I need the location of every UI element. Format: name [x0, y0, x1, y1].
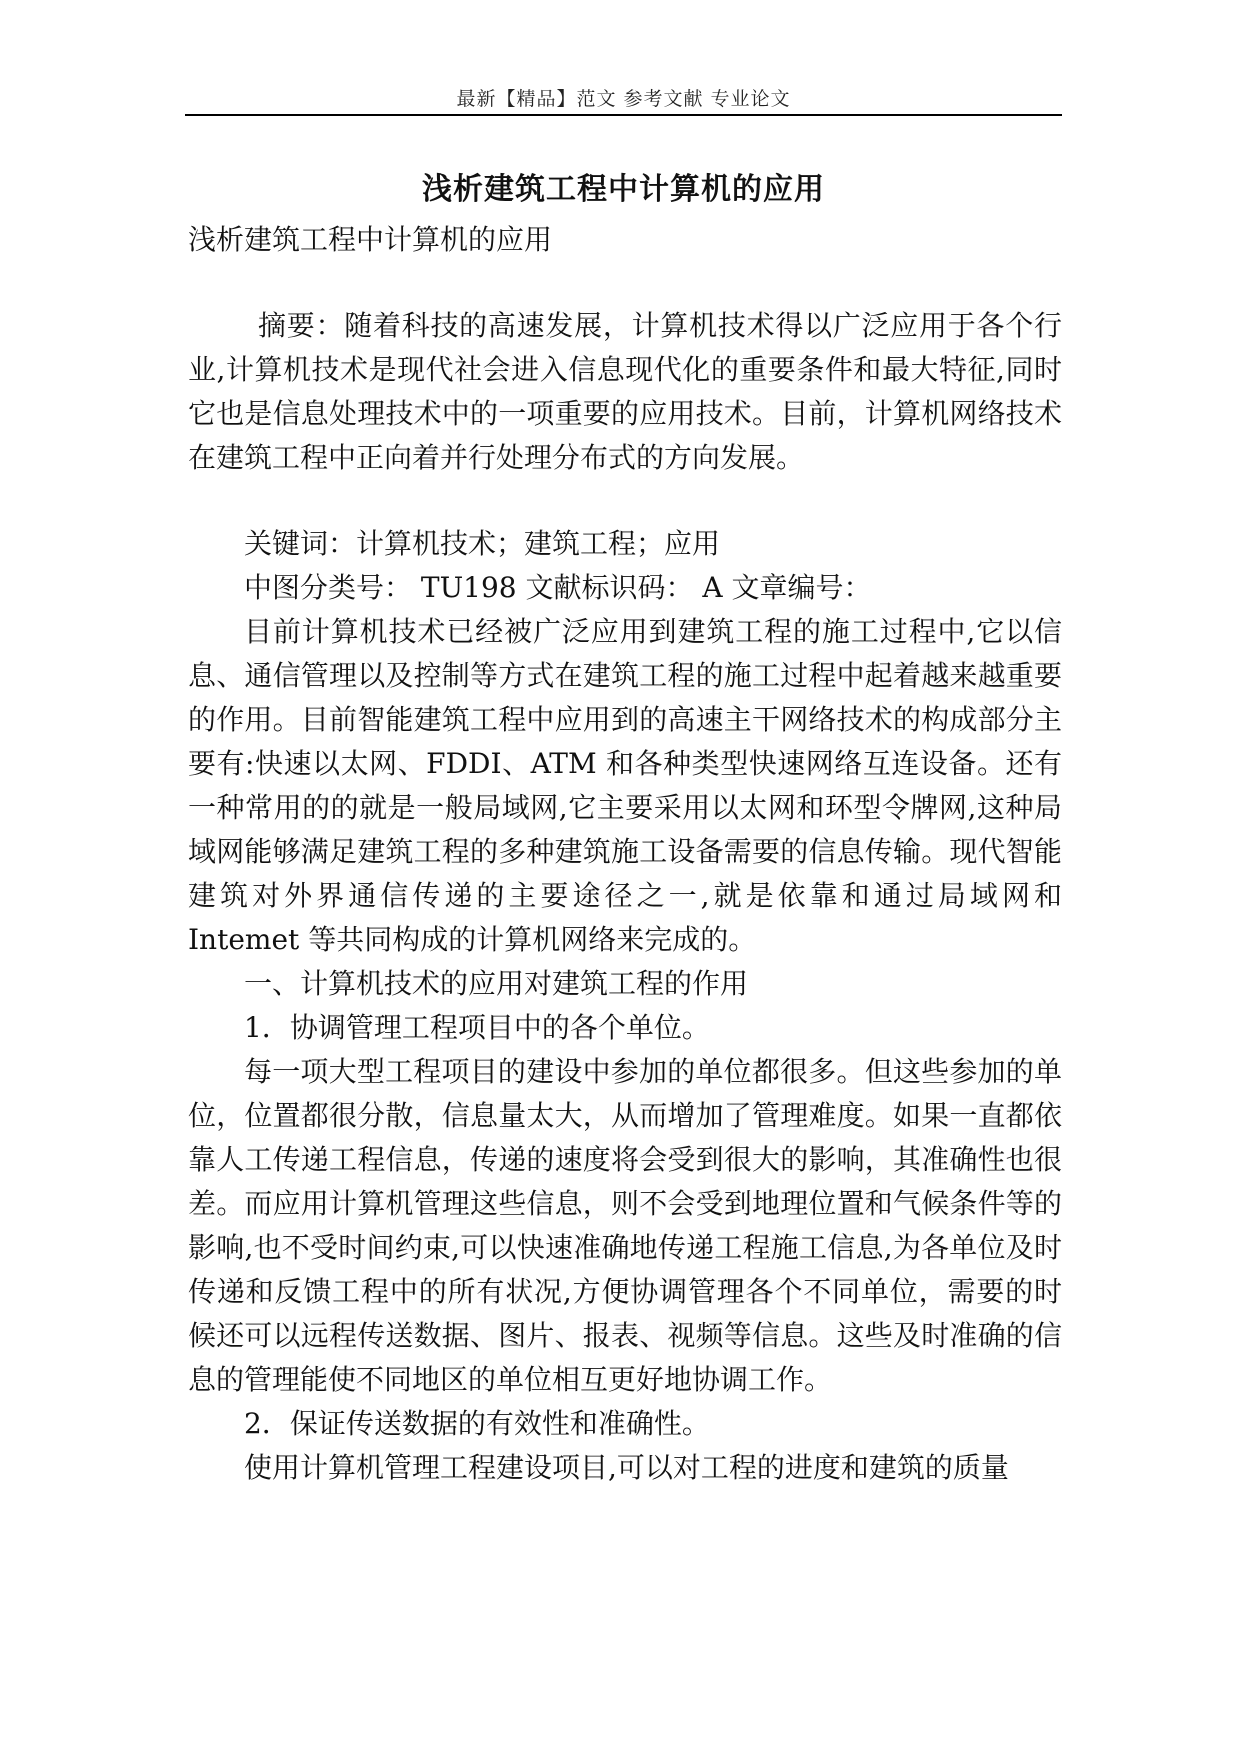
- document-title: 浅析建筑工程中计算机的应用: [422, 172, 825, 207]
- document-body: [188, 218, 1062, 1490]
- page-header: 最新【精品】范文 参考文献 专业论文: [456, 88, 791, 110]
- document-subtitle: 浅析建筑工程中计算机的应用: [188, 223, 553, 256]
- body-paragraph: 每一项大型工程项目的建设中参加的单位都很多。但这些参加的单位，位置都很分散，信息量太大，从而增加了管理难度。如果一直都依靠人工传递工程信息，传递的速度将会受到很大的影响，其准确性也很差。而应用计算机管理这些信息，则不会受到地理位置和气候条件等的影响,也不受时间约束,可以快速准确地传递工程施工信息,为各单位及时传递和反馈工程中的所有状况,方便协调管理各个不同单位，需要的时候还可以远程传送数据、图片、报表、视频等信息。这些及时准确的信息的管理能使不同地区的单位相互更好地协调工作。: [188, 1055, 1062, 1396]
- section-heading: 一、计算机技术的应用对建筑工程的作用: [244, 967, 749, 1000]
- classification-line: 中图分类号： TU198 文献标识码： A 文章编号：: [244, 571, 872, 604]
- body-paragraph: 目前计算机技术已经被广泛应用到建筑工程的施工过程中,它以信息、通信管理以及控制等方式在建筑工程的施工过程中起着越来越重要的作用。目前智能建筑工程中应用到的高速主干网络技术的构成部分主要有:快速以太网、FDDI、ATM 和各种类型快速网络互连设备。还有一种常用的的就是一般局域网,它主要采用以太网和环型令牌网,这种局域网能够满足建筑工程的多种建筑施工设备需要的信息传输。现代智能建筑对外界通信传递的主要途径之一,就是依靠和通过局域网和 Intemet 等共同构成的计算机网络来完成的。: [188, 615, 1062, 956]
- header-divider: [185, 114, 1062, 116]
- subsection-heading: 1．协调管理工程项目中的各个单位。: [244, 1011, 710, 1044]
- keywords-line: 关键词：计算机技术；建筑工程；应用: [244, 527, 721, 560]
- abstract-paragraph: 摘要：随着科技的高速发展，计算机技术得以广泛应用于各个行业,计算机技术是现代社会进入信息现代化的重要条件和最大特征,同时它也是信息处理技术中的一项重要的应用技术。目前，计算机网络技术在建筑工程中正向着并行处理分布式的方向发展。: [188, 309, 1062, 474]
- body-paragraph: 使用计算机管理工程建设项目,可以对工程的进度和建筑的质量: [244, 1451, 1009, 1484]
- subsection-heading: 2．保证传送数据的有效性和准确性。: [244, 1407, 710, 1440]
